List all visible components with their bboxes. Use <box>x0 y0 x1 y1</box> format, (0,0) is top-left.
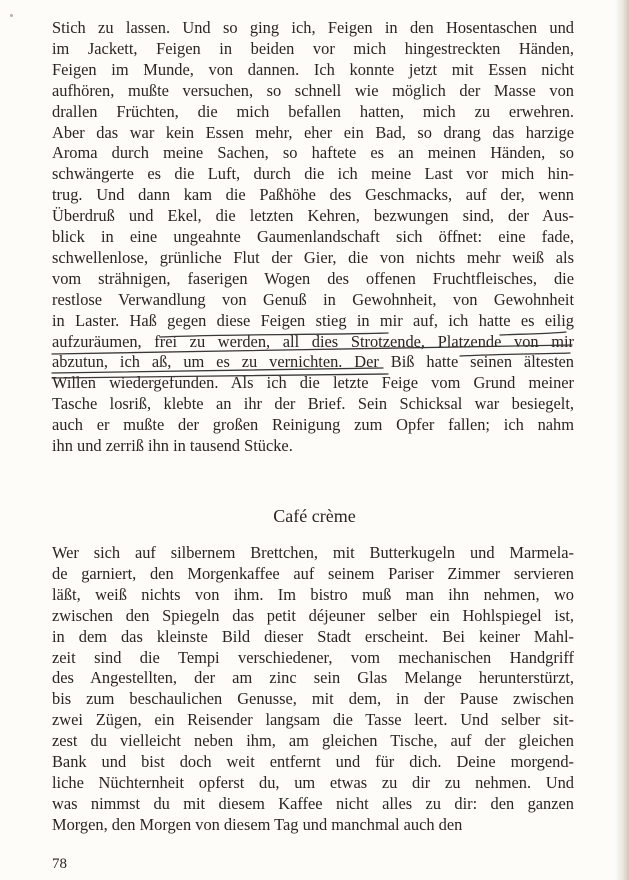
text-line-6: Aber das war kein Essen mehr, eher ein Bad, so drang das harzige <box>52 122 574 142</box>
page-number: 78 <box>52 856 67 872</box>
text-line-cafe-7: des Angestellten, der am zinc sein Glas Melange herunterstürzt, <box>52 668 574 688</box>
text-line-11: blick in eine ungeahnte Gaumenlandschaft sich öffnet: eine fade, <box>52 227 574 246</box>
text-line-10: Überdruß und Ekel, die letzten Kehren, bezwungen sind, der Aus- <box>52 206 574 226</box>
text-line-20: auch er mußte der großen Reinigung zum Opfer fallen; ich nahm <box>52 415 574 435</box>
text-line-cafe-1: Wer sich auf silbernem Brettchen, mit Butterkugeln und Marmela- <box>52 543 574 562</box>
text-line-19: Tasche losriß, klebte an ihr der Brief. Sein Schicksal war besiegelt, <box>52 394 574 414</box>
page-gutter-shadow <box>615 0 629 880</box>
text-line-cafe-4: zwischen den Spiegeln das petit déjeuner selber ein Hohlspiegel ist, <box>52 605 574 625</box>
text-line-cafe-13: was nimmst du mit diesem Kaffee nicht alles zu dir: den ganzen <box>52 793 574 813</box>
text-line-cafe-10: zest du vielleicht neben ihm, am gleichen Tische, auf der gleichen <box>52 731 574 751</box>
text-line-14: restlose Verwandlung von Genuß in Gewohnheit, von Gewohnheit <box>52 289 574 309</box>
text-line-cafe-2: de garniert, den Morgenkaffee auf seinem Pariser Zimmer servieren <box>52 563 574 583</box>
text-line-1: Stich zu lassen. Und so ging ich, Feigen in den Hosentaschen und <box>52 18 574 37</box>
text-line-cafe-5: in dem das kleinste Bild dieser Stadt erscheint. Bei keiner Mahl- <box>52 626 574 646</box>
text-line-7: Aroma durch meine Sachen, so haftete es an meinen Händen, so <box>52 143 574 163</box>
text-line-18: Willen wiedergefunden. Als ich die letzte Feige vom Grund meiner <box>52 373 574 393</box>
text-line-5: drallen Früchten, die mich befallen hatten, mich zu erwehren. <box>52 101 574 121</box>
text-line-13: vom strähnigen, faserigen Wogen des offenen Fruchtfleisches, die <box>52 268 574 288</box>
text-line-12: schwellenlose, grünliche Flut der Gier, die von nichts mehr weiß als <box>52 247 574 267</box>
text-line-cafe-3: läßt, weiß nichts von ihm. Im bistro muß man ihn nehmen, wo <box>52 584 574 604</box>
text-line-cafe-9: zwei Zügen, ein Reisender langsam die Tasse leert. Und selber sit- <box>52 710 574 730</box>
paper-speck <box>10 14 13 17</box>
text-line-cafe-11: Bank und bist doch weit entfernt und für dich. Deine morgend- <box>52 752 574 771</box>
text-line-cafe-6: zeit sind die Tempi verschiedener, vom mechanischen Handgriff <box>52 647 574 667</box>
text-line-17: abzutun, ich aß, um es zu vernichten. Der Biß hatte seinen ältesten <box>52 352 574 372</box>
text-line-cafe-12: liche Nüchternheit opferst du, um etwas zu dir zu nehmen. Und <box>52 772 574 792</box>
text-line-16: aufzuräumen, frei zu werden, all dies Strotzende, Platzende von mir <box>52 331 574 351</box>
text-line-3: Feigen im Munde, von dannen. Ich konnte jetzt mit Essen nicht <box>52 59 574 79</box>
text-line-cafe-14: Morgen, den Morgen von diesem Tag und manchmal auch den <box>52 814 463 834</box>
text-line-15: in Laster. Haß gegen diese Feigen stieg in mir auf, ich hatte es eilig <box>52 310 574 330</box>
text-line-8: schwängerte es die Luft, durch die ich meine Last vor mich hin- <box>52 164 574 184</box>
text-line-21: ihn und zerriß ihn in tausend Stücke. <box>52 436 293 455</box>
text-line-cafe-8: bis zum beschaulichen Genusse, mit dem, in der Pause zwischen <box>52 689 574 709</box>
text-line-2: im Jackett, Feigen in beiden vor mich hingestreckten Händen, <box>52 38 574 58</box>
text-line-9: trug. Und dann kam die Paßhöhe des Geschmacks, auf der, wenn <box>52 185 574 205</box>
section-heading: Café crème <box>273 506 356 526</box>
text-line-4: aufhören, mußte versuchen, so schnell wie möglich der Masse von <box>52 80 574 100</box>
